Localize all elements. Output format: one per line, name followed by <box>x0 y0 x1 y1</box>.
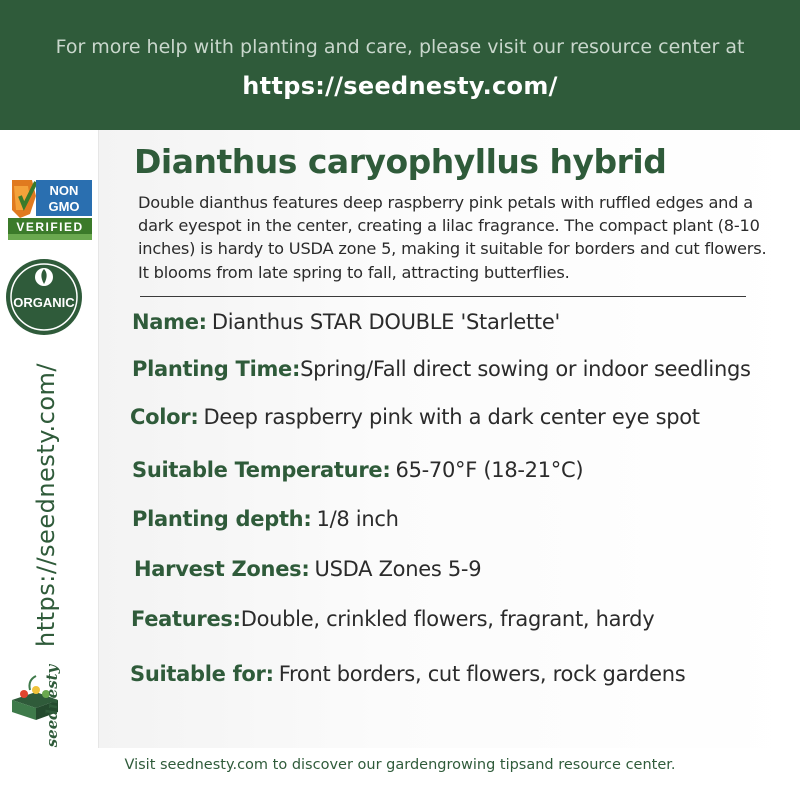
spec-name <box>132 310 560 334</box>
spec-features <box>131 607 654 631</box>
spec-value: Deep raspberry pink with a dark center eye spot <box>203 405 700 429</box>
divider <box>140 296 746 297</box>
spec-label: Suitable Temperature: <box>132 458 391 482</box>
spec-suitable-for <box>130 662 685 686</box>
spec-label: Planting depth: <box>132 507 312 531</box>
vertical-website-url[interactable]: https://seednesty.com/ <box>32 363 60 647</box>
banner-url-link[interactable]: https://seednesty.com/ <box>242 72 558 100</box>
spec-value: 65-70°F (18-21°C) <box>395 458 584 482</box>
spec-value: Spring/Fall direct sowing or indoor seedlings <box>300 357 751 381</box>
top-banner <box>0 0 800 130</box>
spec-label: Suitable for: <box>130 662 274 686</box>
banner-help-text: For more help with planting and care, please visit our resource center at <box>55 36 745 58</box>
spec-label: Planting Time: <box>132 357 301 381</box>
spec-harvest-zones <box>134 557 481 581</box>
spec-label: Name: <box>132 310 207 334</box>
product-title: Dianthus caryophyllus hybrid <box>134 142 667 181</box>
spec-value: Dianthus STAR DOUBLE 'Starlette' <box>211 310 560 334</box>
non-gmo-verified-badge <box>6 176 94 242</box>
spec-planting-time <box>132 357 751 381</box>
spec-label: Color: <box>130 405 199 429</box>
footer-text: Visit seednesty.com to discover our gardengrowing tipsand resource center. <box>124 757 676 773</box>
svg-text:NON: NON <box>49 183 79 198</box>
spec-depth <box>132 507 399 531</box>
spec-label: Harvest Zones: <box>134 557 310 581</box>
spec-value: 1/8 inch <box>316 507 399 531</box>
svg-text:VERIFIED: VERIFIED <box>16 220 84 234</box>
spec-value: Front borders, cut flowers, rock gardens <box>278 662 686 686</box>
spec-label: Features: <box>131 607 241 631</box>
spec-color <box>130 405 700 429</box>
product-description: Double dianthus features deep raspberry pink petals with ruffled edges and a dark eyespot in the center, creating a lilac fragrance. The compact plant (8-10 inches) is hardy to USDA zone 5, making it suitable for borders and cut flowers. It blooms from late spring to fall, attracting butterflies. <box>138 193 767 282</box>
svg-text:GMO: GMO <box>48 199 80 214</box>
svg-text:ORGANIC: ORGANIC <box>13 295 75 310</box>
brand-name: seednesty <box>43 664 61 748</box>
spec-value: USDA Zones 5-9 <box>314 557 482 581</box>
organic-badge <box>4 257 84 337</box>
spec-value: Double, crinkled flowers, fragrant, hardy <box>240 607 655 631</box>
spec-temperature <box>132 458 583 482</box>
